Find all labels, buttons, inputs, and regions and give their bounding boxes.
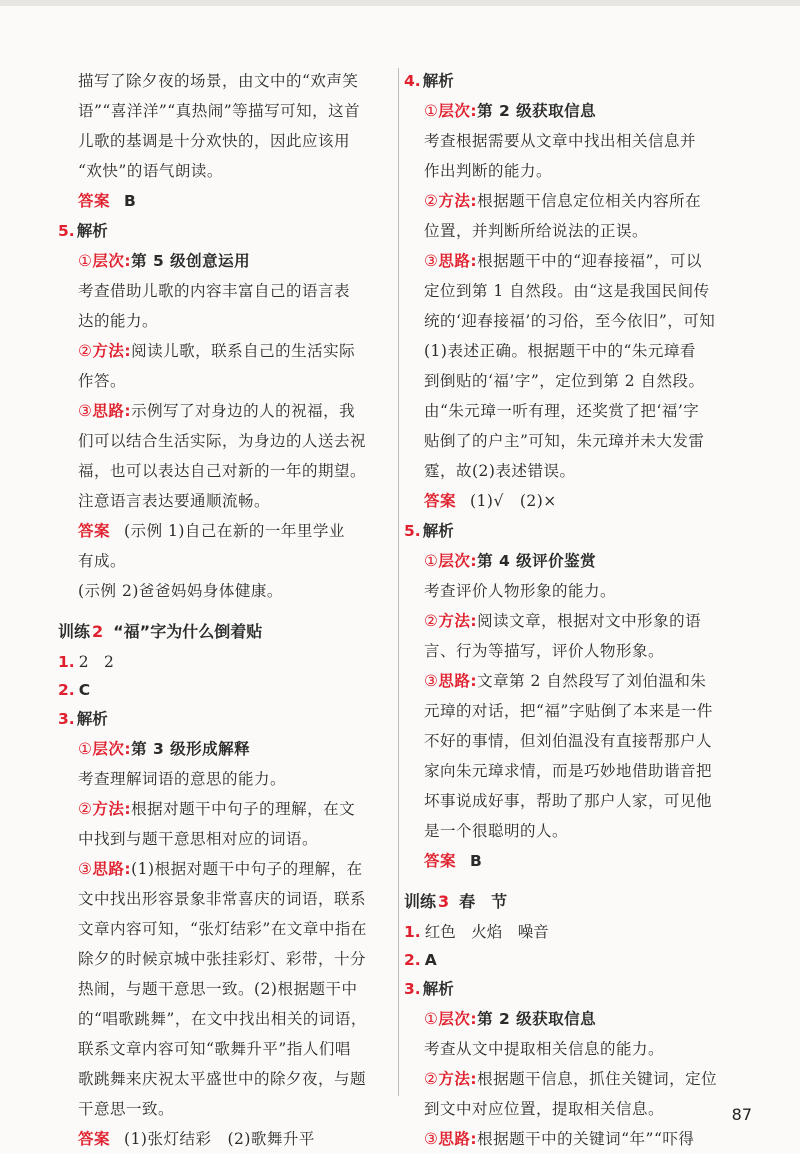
text-line: 考查根据需要从文章中找出相关信息并 [424,132,697,150]
training-title [58,616,390,648]
answer-label: 答案 [78,192,111,210]
step-marker: ③ [424,252,439,270]
answer-label: 答案 [78,522,111,540]
text-line: 语”“喜洋洋”“真热闹”等描写可知，这首 [78,102,361,120]
text-line: 不好的事情，但刘伯温没有直接帮那户人 [424,732,713,750]
text-line: 福，也可以表达自己对新的一年的期望。 [78,462,367,480]
question-heading [58,216,390,246]
heading-label: 解析 [76,222,108,240]
text-line: 除夕的时候京城中张挂彩灯、彩带，十分 [78,950,367,968]
training-title [404,886,750,918]
analysis-step [58,396,390,426]
answer-line [404,486,750,516]
answer-value: (示例 1)自己在新的一年里学业 [124,522,345,540]
text-line: 考查从文中提取相关信息的能力。 [424,1040,665,1058]
step-text: 第 2 级获取信息 [477,1010,597,1028]
step-text: 阅读儿歌，联系自己的生活实际 [131,342,356,360]
text-line: 联系文章内容可知“歌舞升平”指人们唱 [78,1040,351,1058]
text-line: 注意语言表达要通顺流畅。 [78,492,271,510]
question-number: 4. [404,72,421,90]
step-text: 第 2 级获取信息 [477,102,597,120]
training-label: 训练 [58,622,91,641]
step-text: 根据题干信息，抓住关键词，定位 [477,1070,718,1088]
text-line: 描写了除夕夜的场景，由文中的“欢声笑 [78,72,359,90]
text-line: 坏事说成好事，帮助了那户人家，可见他 [424,792,713,810]
step-marker: ① [424,552,439,570]
step-marker: ① [424,1010,439,1028]
analysis-step [404,1124,750,1154]
text-line: 家向朱元璋求情，而是巧妙地借助谐音把 [424,762,713,780]
step-label: 层次: [438,552,478,570]
step-label: 思路: [438,672,478,690]
answer-value: (1)张灯结彩 (2)歌舞升平 [124,1130,315,1148]
analysis-step [58,794,390,824]
step-marker: ① [78,740,93,758]
answer-value: B [124,192,137,210]
text-line: (1)表述正确。根据题干中的“朱元璋看 [424,342,696,360]
step-label: 思路: [438,252,478,270]
item-text: A [424,951,437,969]
answer-line [58,516,390,546]
text-line: 有成。 [78,552,127,570]
answer-item [404,946,750,974]
step-marker: ① [78,252,93,270]
left-column [58,66,390,1154]
text-line: 达的能力。 [78,312,159,330]
analysis-step [404,606,750,636]
step-label: 层次: [438,1010,478,1028]
page-number: 87 [731,1105,752,1124]
training-number: 3 [438,892,450,911]
text-line: 考查借助儿歌的内容丰富自己的语言表 [78,282,351,300]
question-number: 5. [58,222,75,240]
analysis-step [404,666,750,696]
step-marker: ② [424,192,439,210]
step-label: 方法: [438,1070,478,1088]
column-divider [398,68,399,1096]
analysis-step [58,246,390,276]
step-marker: ② [78,800,93,818]
answer-line [58,186,390,216]
heading-label: 解析 [76,710,108,728]
step-marker: ③ [78,860,93,878]
question-number: 3. [404,980,421,998]
analysis-step [58,854,390,884]
text-line: 歌跳舞来庆祝太平盛世中的除夕夜，与题 [78,1070,367,1088]
analysis-step [404,246,750,276]
text-line: 作答。 [78,372,127,390]
item-number: 1. [58,653,75,671]
text-line: 考查评价人物形象的能力。 [424,582,617,600]
answer-item [58,676,390,704]
text-line: 定位到第 1 自然段。由“这是我国民间传 [424,282,710,300]
text-line: 干意思一致。 [78,1100,175,1118]
step-label: 方法: [438,192,478,210]
right-column [404,66,750,1154]
analysis-step [404,1064,750,1094]
text-line: 言、行为等描写，评价人物形象。 [424,642,665,660]
text-line: 儿歌的基调是十分欢快的，因此应该用 [78,132,351,150]
question-heading [404,516,750,546]
analysis-step [58,336,390,366]
step-label: 层次: [92,740,132,758]
text-line: 们可以结合生活实际，为身边的人送去祝 [78,432,367,450]
question-heading [404,974,750,1004]
heading-label: 解析 [422,522,454,540]
text-line: 统的‘迎春接福’的习俗，至今依旧”，可知 [424,312,716,330]
step-marker: ③ [424,672,439,690]
answer-line [404,846,750,876]
item-number: 1. [404,923,421,941]
item-number: 2. [58,681,75,699]
training-name: “福”字为什么倒着贴 [113,622,263,641]
heading-label: 解析 [422,980,454,998]
question-heading [58,704,390,734]
analysis-step [404,1004,750,1034]
item-text: 红色 火焰 噪音 [424,923,549,941]
scan-top-edge [0,0,800,6]
answer-label: 答案 [424,492,457,510]
text-line: 到倒贴的‘福’字”，定位到第 2 自然段。 [424,372,705,390]
analysis-step [404,546,750,576]
answer-value: B [470,852,483,870]
training-name: 春 节 [459,892,508,911]
text-line: 考查理解词语的意思的能力。 [78,770,287,788]
analysis-step [58,734,390,764]
step-marker: ① [424,102,439,120]
step-label: 层次: [92,252,132,270]
step-text: 阅读文章，根据对文中形象的语 [477,612,702,630]
step-text: 文章第 2 自然段写了刘伯温和朱 [477,672,707,690]
step-label: 思路: [92,860,132,878]
text-line: 作出判断的能力。 [424,162,553,180]
item-text: 2 2 [78,653,114,671]
question-heading [404,66,750,96]
step-text: 第 4 级评价鉴赏 [477,552,597,570]
text-line: 是一个很聪明的人。 [424,822,569,840]
step-text: (1)根据对题干中句子的理解，在 [131,860,363,878]
text-line: 霆，故(2)表述错误。 [424,462,576,480]
heading-label: 解析 [422,72,454,90]
training-label: 训练 [404,892,437,911]
step-marker: ② [78,342,93,360]
text-line: 的“唱歌跳舞”，在文中找出相关的词语， [78,1010,367,1028]
training-number: 2 [92,622,104,641]
analysis-step [404,96,750,126]
question-number: 5. [404,522,421,540]
text-line: 文章内容可知，“张灯结彩”在文章中指在 [78,920,367,938]
text-line: “欢快”的语气朗读。 [78,162,223,180]
answer-label: 答案 [424,852,457,870]
step-label: 方法: [92,800,132,818]
answer-value: (1)√ (2)× [470,492,557,510]
answer-line [58,1124,390,1154]
text-line: 文中找出形容景象非常喜庆的词语，联系 [78,890,367,908]
text-line: 由“朱元璋一听有理，还奖赏了把‘福’字 [424,402,700,420]
step-label: 方法: [92,342,132,360]
question-number: 3. [58,710,75,728]
step-label: 层次: [438,102,478,120]
text-line: (示例 2)爸爸妈妈身体健康。 [78,582,283,600]
step-marker: ③ [78,402,93,420]
step-label: 思路: [92,402,132,420]
text-line: 热闹，与题干意思一致。(2)根据题干中 [78,980,358,998]
step-text: 第 5 级创意运用 [131,252,251,270]
step-marker: ③ [424,1130,439,1148]
text-line: 元璋的对话，把“福”字贴倒了本来是一件 [424,702,713,720]
answer-item [58,648,390,676]
step-text: 第 3 级形成解释 [131,740,251,758]
step-label: 思路: [438,1130,478,1148]
answer-item [404,918,750,946]
step-marker: ② [424,612,439,630]
step-label: 方法: [438,612,478,630]
text-line: 到文中对应位置，提取相关信息。 [424,1100,665,1118]
step-text: 示例写了对身边的人的祝福，我 [131,402,356,420]
item-number: 2. [404,951,421,969]
text-line: 贴倒了的户主”可知，朱元璋并未大发雷 [424,432,705,450]
text-line: 中找到与题干意思相对应的词语。 [78,830,319,848]
item-text: C [78,681,91,699]
step-text: 根据题干信息定位相关内容所在 [477,192,702,210]
step-text: 根据题干中的关键词“年”“吓得 [477,1130,695,1148]
answer-label: 答案 [78,1130,111,1148]
step-marker: ② [424,1070,439,1088]
text-line: 位置，并判断所给说法的正误。 [424,222,649,240]
step-text: 根据题干中的“迎春接福”，可以 [477,252,702,270]
analysis-step [404,186,750,216]
step-text: 根据对题干中句子的理解，在文 [131,800,356,818]
